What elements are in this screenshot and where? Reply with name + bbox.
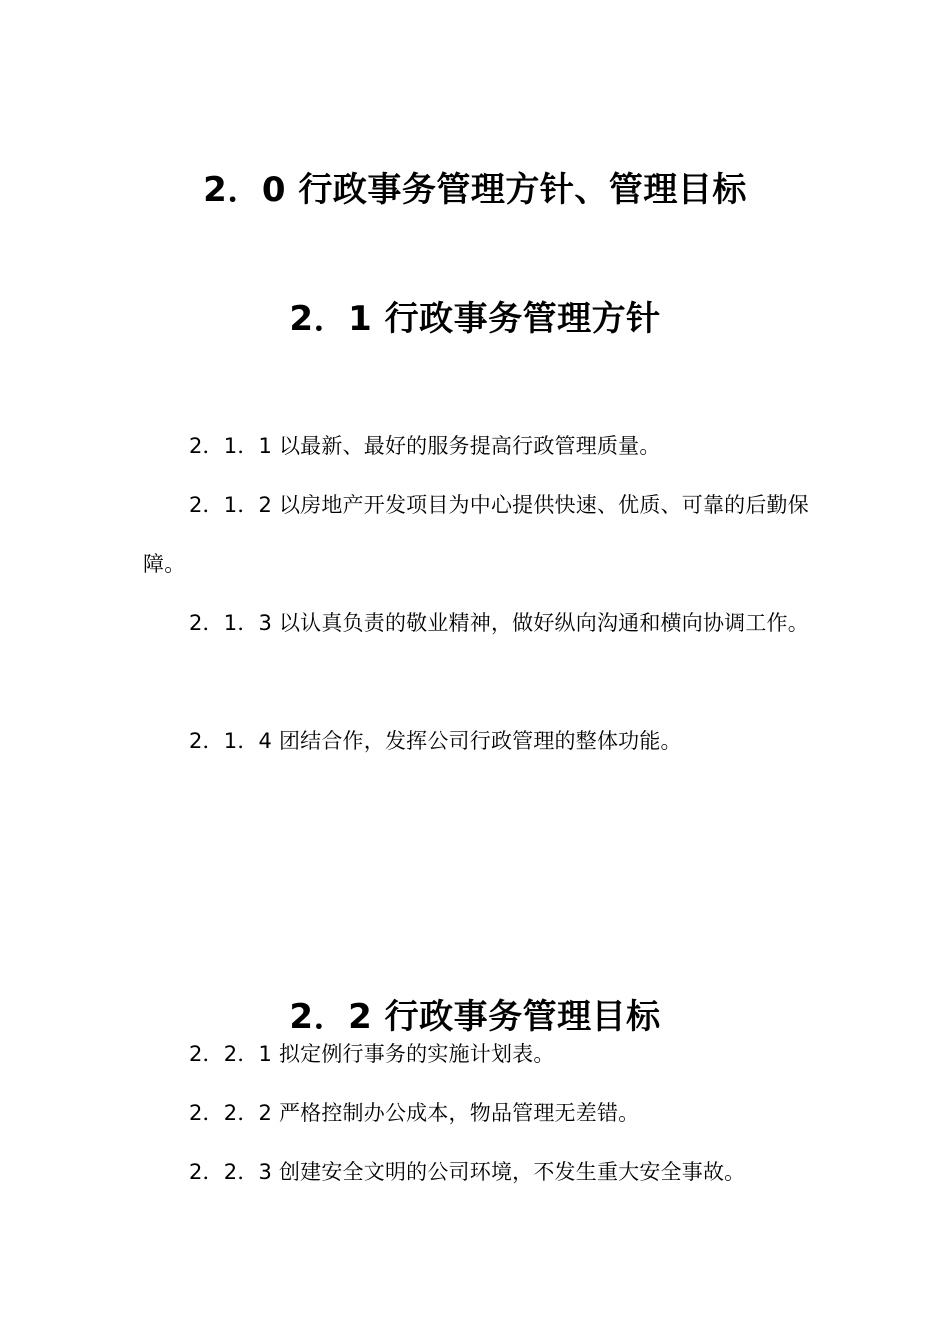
goals-heading: 2．2 行政事务管理目标 <box>289 997 661 1037</box>
policy-item-1: 2．1．1 以最新、最好的服务提高行政管理质量。 <box>189 434 661 458</box>
main-heading: 2．0 行政事务管理方针、管理目标 <box>203 170 747 210</box>
goal-item-1: 2．2．1 拟定例行事务的实施计划表。 <box>189 1042 555 1066</box>
policy-heading: 2．1 行政事务管理方针 <box>289 299 661 339</box>
policy-item-3: 2．1．3 以认真负责的敬业精神，做好纵向沟通和横向协调工作。 <box>189 611 809 635</box>
goal-item-2: 2．2．2 严格控制办公成本，物品管理无差错。 <box>189 1101 640 1125</box>
policy-item-2: 2．1．2 以房地产开发项目为中心提供快速、优质、可靠的后勤保障。 <box>143 493 809 576</box>
goal-item-3: 2．2．3 创建安全文明的公司环境，不发生重大安全事故。 <box>189 1160 746 1184</box>
policy-item-4: 2．1．4 团结合作，发挥公司行政管理的整体功能。 <box>189 729 682 753</box>
